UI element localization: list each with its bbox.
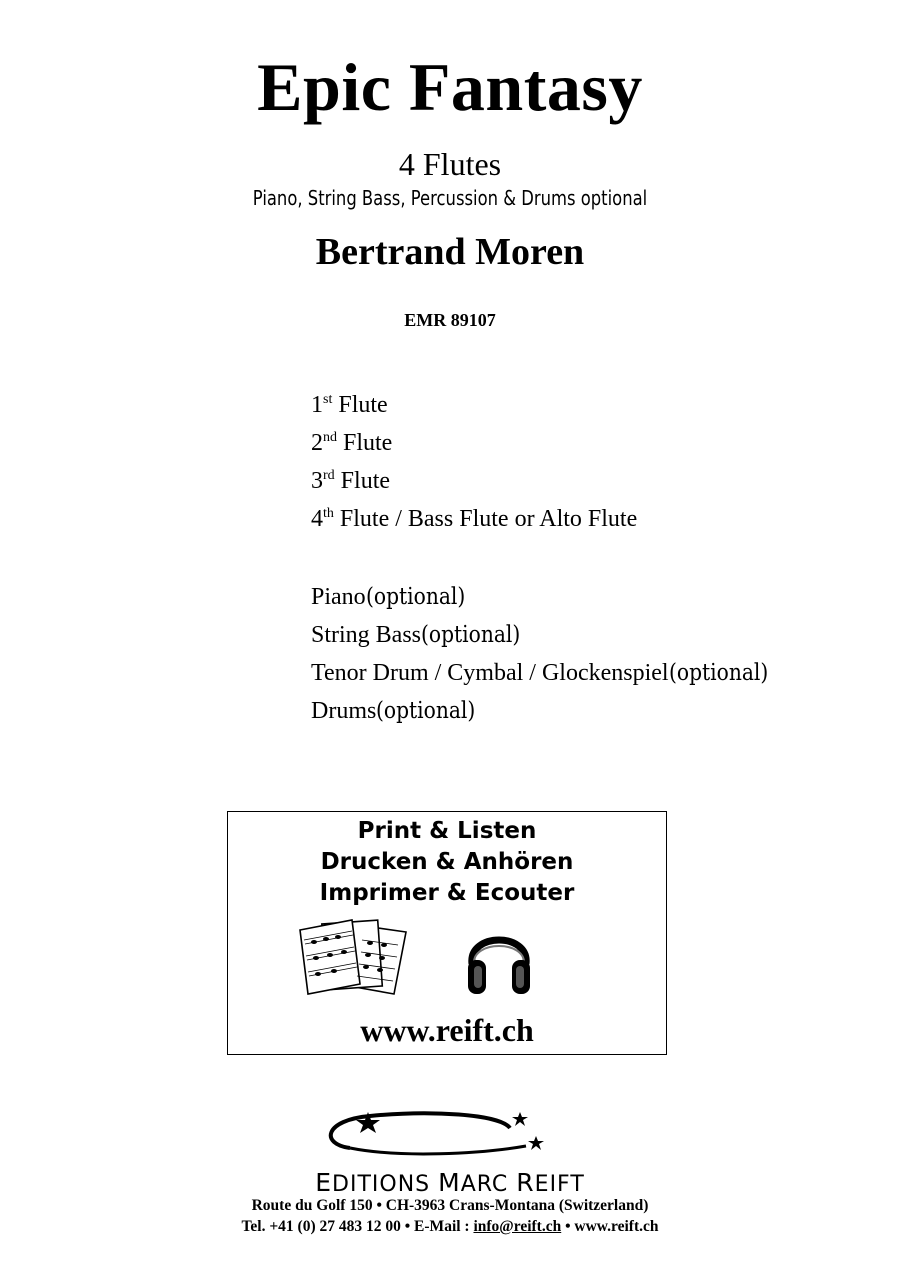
part-number: 4 [311, 506, 323, 532]
part-label: Flute / Bass Flute or Alto Flute [333, 506, 638, 532]
publisher-word: EIFT [534, 1172, 585, 1197]
promo-line-en: Print & Listen [357, 818, 537, 844]
part-label: Flute [332, 392, 388, 418]
optional-note: (optional) [421, 622, 521, 648]
part-label: String Bass [311, 622, 422, 648]
flute-parts-list [311, 386, 637, 538]
part-label: Flute [334, 468, 391, 494]
contact-phone: Tel. +41 (0) 27 483 12 00 • E-Mail : [241, 1218, 474, 1235]
ordinal-suffix: nd [323, 430, 337, 445]
part-item [311, 424, 637, 462]
optional-parts-list [311, 578, 781, 730]
part-number: 1 [311, 392, 323, 418]
catalog-number: EMR 89107 [404, 310, 496, 330]
ordinal-suffix: st [323, 392, 333, 407]
composer-name: Bertrand Moren [315, 231, 585, 273]
contact-website: • www.reift.ch [561, 1218, 659, 1235]
publisher-initial: E [315, 1168, 333, 1197]
ordinal-suffix: rd [323, 468, 335, 483]
optional-note: (optional) [668, 660, 768, 686]
part-number: 3 [311, 468, 323, 494]
part-label: Drums [311, 698, 377, 724]
website-link[interactable]: www.reift.ch [360, 1012, 534, 1048]
publisher-initial: M [438, 1168, 461, 1197]
promo-line-de: Drucken & Anhören [320, 849, 574, 875]
print-listen-box [227, 811, 667, 1055]
publisher-address: Route du Golf 150 • CH-3963 Crans-Montana (Switzerland) [251, 1197, 649, 1214]
publisher-word: ARC [460, 1172, 517, 1197]
ordinal-suffix: th [323, 506, 334, 521]
part-label: Piano [311, 584, 366, 610]
part-label: Flute [337, 430, 393, 456]
promo-line-fr: Imprimer & Ecouter [319, 880, 575, 906]
part-item [311, 386, 637, 424]
instrumentation-note: Piano, String Bass, Percussion & Drums optional [252, 186, 648, 210]
publisher-initial: R [516, 1168, 535, 1197]
part-label: Tenor Drum / Cymbal / Glockenspiel [311, 660, 669, 686]
headphones-icon [464, 920, 534, 998]
sheet-music-icon [298, 918, 410, 998]
optional-note: (optional) [365, 584, 465, 610]
part-item [311, 692, 781, 730]
publisher-contact [0, 1218, 900, 1236]
page-title: Epic Fantasy [257, 49, 643, 125]
publisher-word: DITIONS [332, 1172, 439, 1197]
emr-logo [310, 1110, 550, 1168]
subtitle: 4 Flutes [398, 146, 502, 182]
part-item [311, 462, 637, 500]
part-item [311, 500, 637, 538]
publisher-name [0, 1168, 900, 1197]
optional-note: (optional) [376, 698, 476, 724]
part-item [311, 578, 781, 616]
part-item [311, 654, 781, 692]
email-link[interactable]: info@reift.ch [473, 1218, 562, 1235]
part-item [311, 616, 781, 654]
part-number: 2 [311, 430, 323, 456]
